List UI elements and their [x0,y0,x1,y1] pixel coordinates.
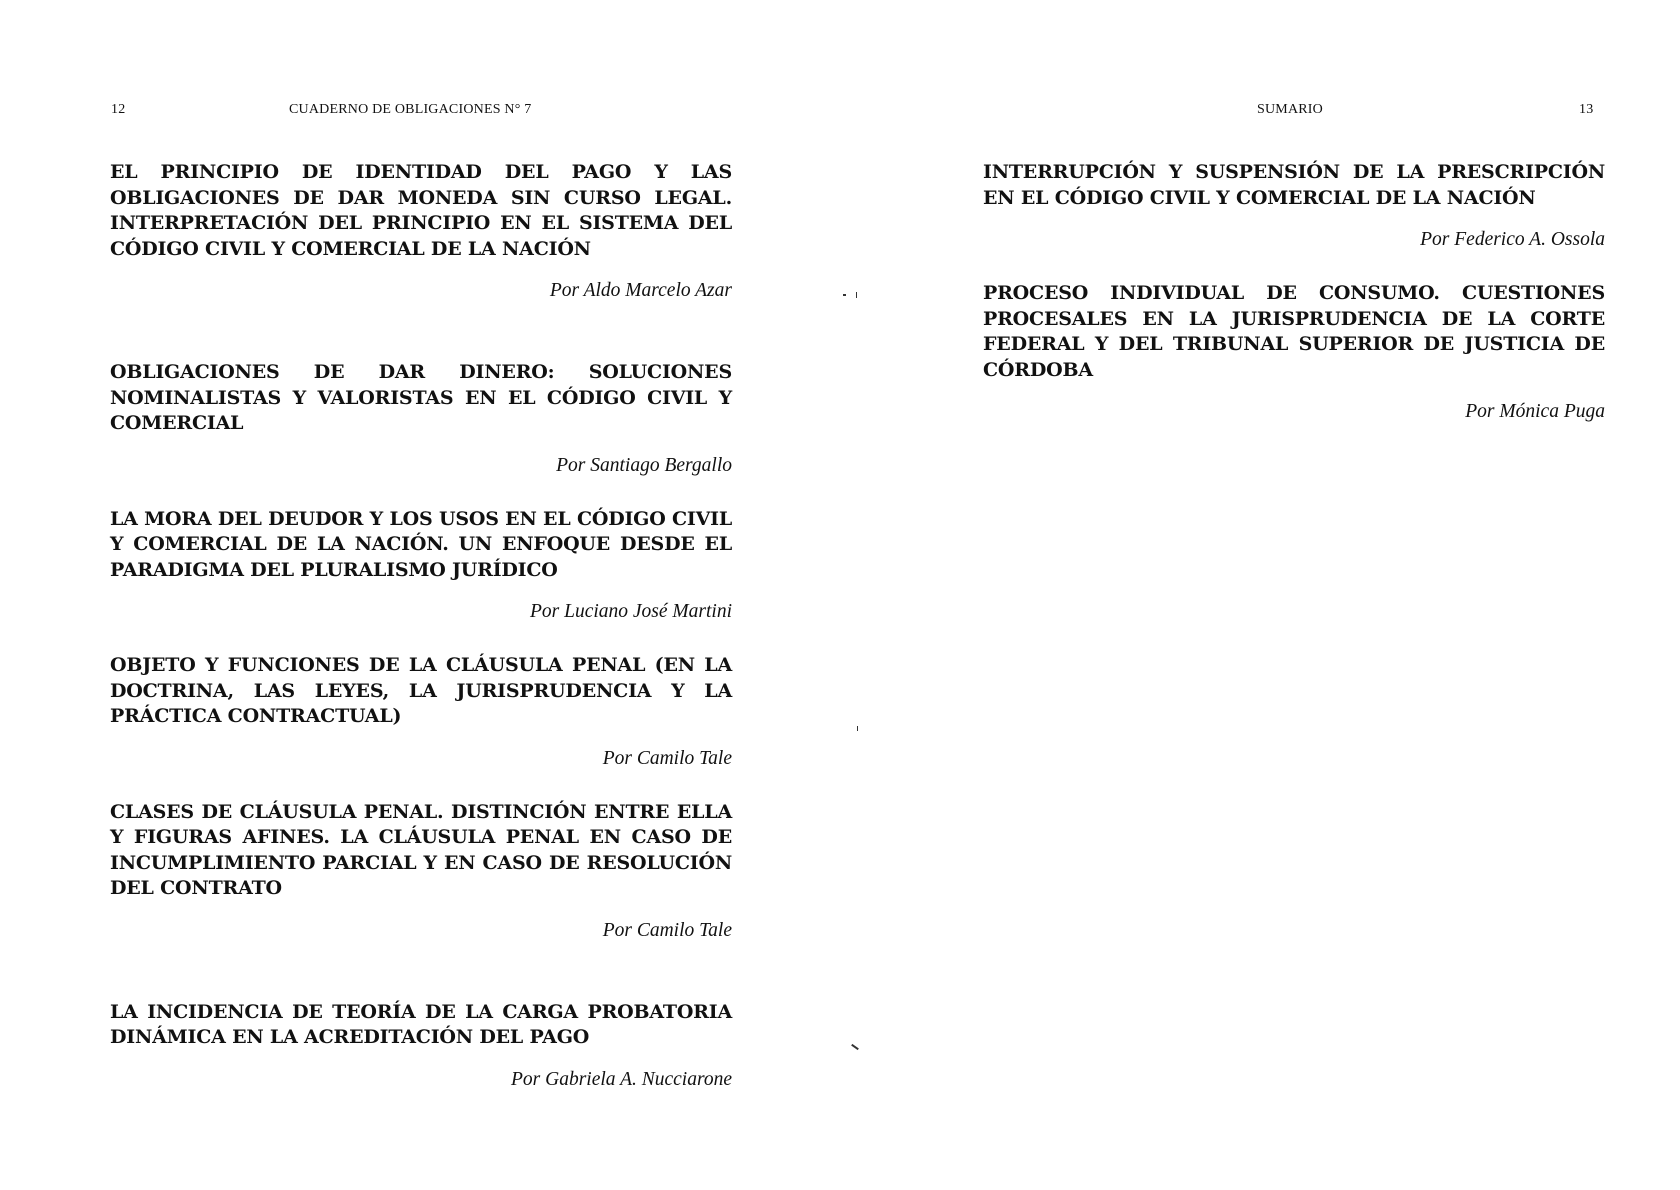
contents-entry [110,360,732,479]
contents-entry [983,281,1605,425]
scan-speck [856,292,857,298]
entry-title: LA MORA DEL DEUDOR Y LOS USOS EN EL CÓDIGO CIVIL Y COMERCIAL DE LA NACIÓN. UN ENFOQUE DESDE EL PARADIGMA DEL PLURALISMO JURÍDICO [110,507,732,581]
contents-entry [110,507,732,626]
contents-entry [110,1000,732,1093]
contents-list [110,160,732,1121]
contents-entry [110,800,732,944]
right-page [840,0,1680,1190]
entry-title: OBLIGACIONES DE DAR DINERO: SOLUCIONES NOMINALISTAS Y VALORISTAS EN EL CÓDIGO CIVIL Y COMERCIAL [110,361,732,434]
page-number: 13 [1579,102,1594,117]
entry-title: INTERRUPCIÓN Y SUSPENSIÓN DE LA PRESCRIPCIÓN EN EL CÓDIGO CIVIL Y COMERCIAL DE LA NACIÓN [983,161,1605,209]
entry-title: OBJETO Y FUNCIONES DE LA CLÁUSULA PENAL (EN LA DOCTRINA, LAS LEYES, LA JURISPRUDENCIA Y LA PRÁCTICA CONTRACTUAL) [110,654,732,727]
entry-author: Por Mónica Puga [1465,401,1605,422]
entry-title: CLASES DE CLÁUSULA PENAL. DISTINCIÓN ENTRE ELLA Y FIGURAS AFINES. LA CLÁUSULA PENAL EN CASO DE INCUMPLIMIENTO PARCIAL Y EN CASO DE RESOLUCIÓN DEL CONTRATO [110,800,732,899]
running-head: CUADERNO DE OBLIGACIONES N° 7 [289,102,532,117]
scan-speck [843,294,846,296]
scan-speck [857,726,858,731]
contents-entry [110,160,732,304]
entry-author: Por Aldo Marcelo Azar [549,280,732,301]
entry-author: Por Camilo Tale [602,747,732,769]
contents-list [983,160,1605,453]
entry-author: Por Santiago Bergallo [556,454,732,476]
page-number: 12 [111,102,126,117]
entry-title: EL PRINCIPIO DE IDENTIDAD DEL PAGO Y LAS OBLIGACIONES DE DAR MONEDA SIN CURSO LEGAL. INTERPRETACIÓN DEL PRINCIPIO EN EL SISTEMA DEL CÓDIGO CIVIL Y COMERCIAL DE LA NACIÓN [110,161,732,260]
entry-author: Por Federico A. Ossola [1420,229,1605,250]
running-head: SUMARIO [1257,102,1323,117]
entry-title: PROCESO INDIVIDUAL DE CONSUMO. CUESTIONES PROCESALES EN LA JURISPRUDENCIA DE LA CORTE FEDERAL Y DEL TRIBUNAL SUPERIOR DE JUSTICIA DE CÓRDOBA [983,282,1605,381]
entry-title: LA INCIDENCIA DE TEORÍA DE LA CARGA PROBATORIA DINÁMICA EN LA ACREDITACIÓN DEL PAGO [110,1000,732,1048]
entry-author: Por Luciano José Martini [529,601,732,622]
entry-author: Por Gabriela A. Nucciarone [511,1068,732,1090]
entry-author: Por Camilo Tale [602,919,732,941]
contents-entry [983,160,1605,253]
contents-entry [110,653,732,772]
